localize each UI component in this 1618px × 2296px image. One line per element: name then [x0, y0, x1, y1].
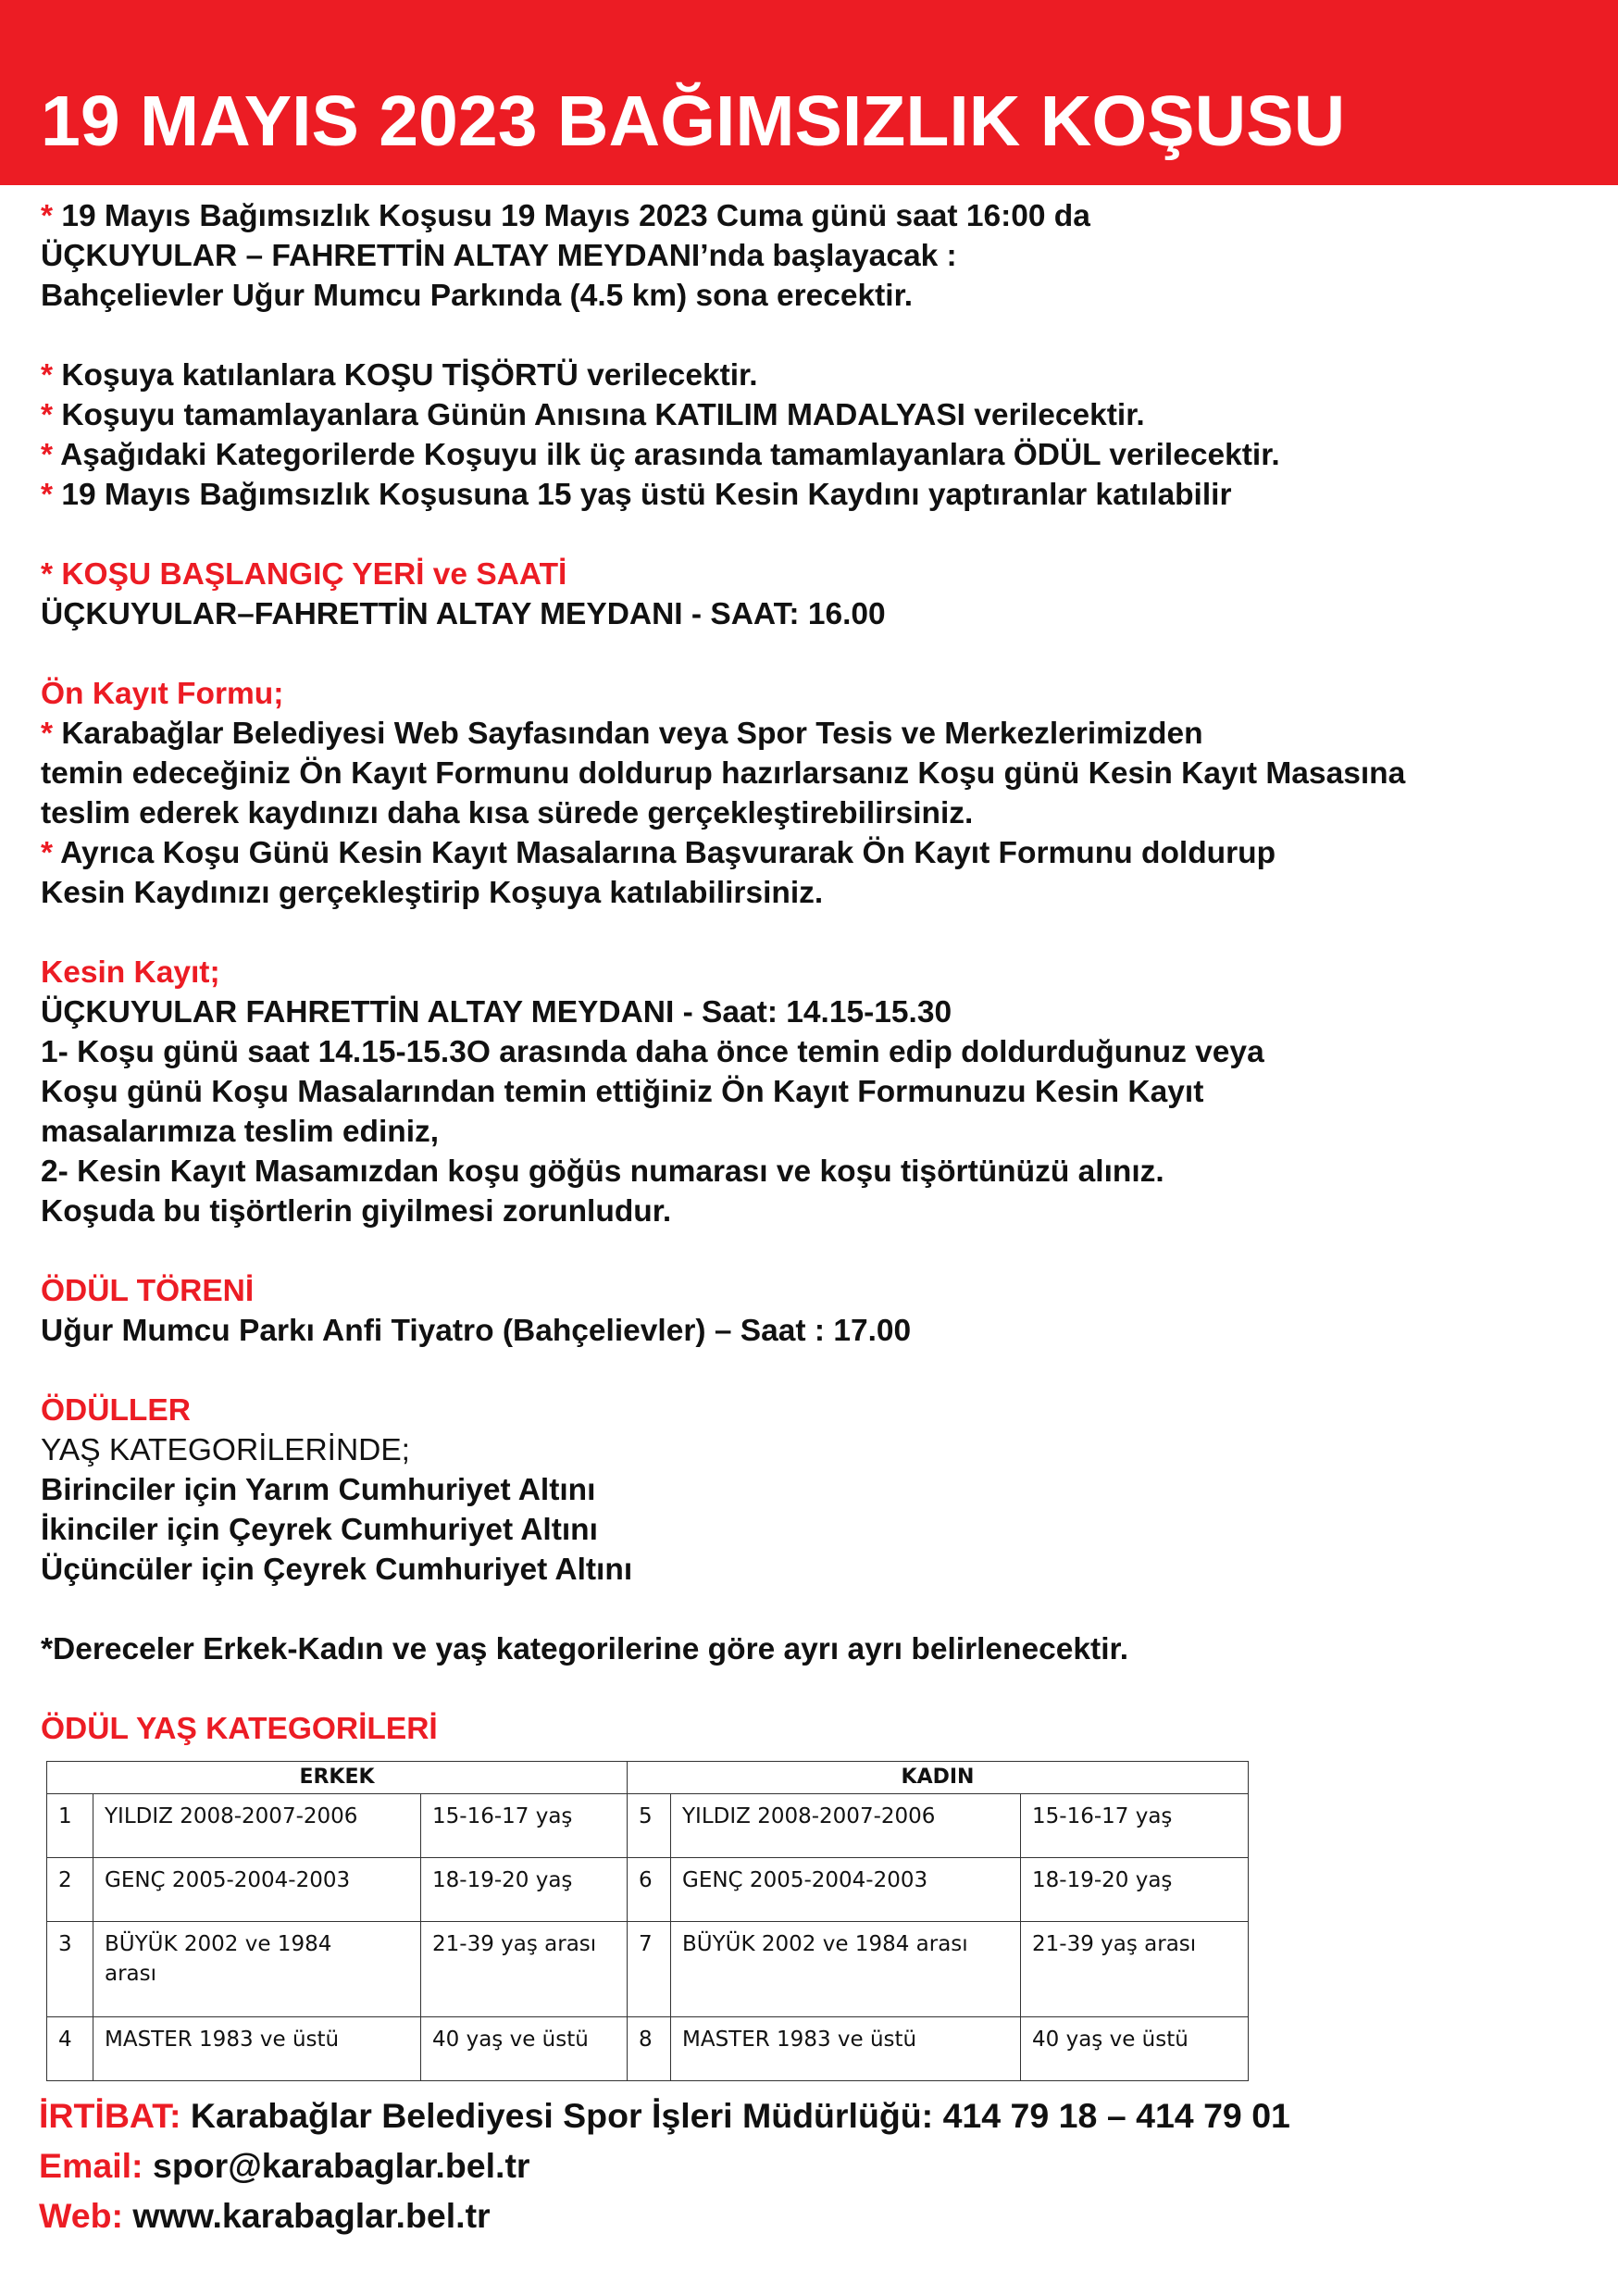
female-category: MASTER 1983 ve üstü	[671, 2017, 1021, 2081]
final-registration-line-3: Koşu günü Koşu Masalarından temin ettiğiniz Ön Kayıt Formunuzu Kesin Kayıt	[41, 1075, 1204, 1109]
final-registration-line-5: 2- Kesin Kayıt Masamızdan koşu göğüs numarası ve koşu tişörtünüzü alınız.	[41, 1154, 1164, 1189]
preregistration-text-4: Ayrıca Koşu Günü Kesin Kayıt Masalarına Başvurarak Ön Kayıt Formunu doldurup	[53, 836, 1276, 870]
female-age: 40 yaş ve üstü	[1021, 2017, 1249, 2081]
note-item	[41, 435, 1587, 475]
contact-footer	[39, 2090, 1290, 2240]
final-registration-line-1: ÜÇKUYULAR FAHRETTİN ALTAY MEYDANI - Saat: 14.15-15.30	[41, 995, 952, 1029]
prizes-subheading: YAŞ KATEGORİLERİNDE;	[41, 1433, 410, 1467]
preregistration-heading: Ön Kayıt Formu;	[41, 677, 284, 711]
bullet-star: *	[41, 836, 54, 870]
web-link[interactable]: www.karabaglar.bel.tr	[122, 2196, 491, 2235]
final-registration-line-4: masalarımıza teslim ediniz,	[41, 1115, 440, 1149]
bullet-star: *	[41, 358, 54, 393]
preregistration-line-4	[41, 833, 1587, 873]
preregistration-line-1	[41, 714, 1587, 754]
preregistration-line-5: Kesin Kaydınızı gerçekleştirip Koşuya katılabilirsiniz.	[41, 876, 824, 910]
male-number: 3	[47, 1922, 93, 2017]
male-number: 2	[47, 1858, 93, 1922]
female-category: GENÇ 2005-2004-2003	[671, 1858, 1021, 1922]
male-category: YILDIZ 2008-2007-2006	[93, 1794, 421, 1858]
female-category: BÜYÜK 2002 ve 1984 arası	[671, 1922, 1021, 2017]
female-number: 8	[628, 2017, 671, 2081]
bullet-star: *	[41, 478, 54, 512]
start-text: ÜÇKUYULAR–FAHRETTİN ALTAY MEYDANI - SAAT: 16.00	[41, 597, 886, 631]
note-text: Aşağıdaki Kategorilerde Koşuyu ilk üç arasında tamamlayanlara ÖDÜL verilecektir.	[53, 438, 1280, 472]
male-age: 15-16-17 yaş	[421, 1794, 628, 1858]
bullet-star: *	[41, 717, 54, 751]
categories-heading: ÖDÜL YAŞ KATEGORİLERİ	[41, 1712, 438, 1746]
start-heading: * KOŞU BAŞLANGIÇ YERİ ve SAATİ	[41, 557, 567, 592]
final-registration-line-6: Koşuda bu tişörtlerin giyilmesi zorunludur.	[41, 1194, 672, 1229]
male-number: 1	[47, 1794, 93, 1858]
male-category: GENÇ 2005-2004-2003	[93, 1858, 421, 1922]
web-label: Web:	[39, 2196, 123, 2235]
note-item	[41, 356, 1587, 395]
male-age: 40 yaş ve üstü	[421, 2017, 628, 2081]
intro-text-1: 19 Mayıs Bağımsızlık Koşusu 19 Mayıs 2023 Cuma günü saat 16:00 da	[53, 199, 1090, 233]
main-content	[41, 196, 1587, 1749]
prizes-heading: ÖDÜLLER	[41, 1393, 191, 1428]
ceremony-text: Uğur Mumcu Parkı Anfi Tiyatro (Bahçelievler) – Saat : 17.00	[41, 1314, 912, 1348]
table-row	[47, 2017, 1249, 2081]
male-header: ERKEK	[47, 1762, 628, 1794]
note-text: Koşuya katılanlara KOŞU TİŞÖRTÜ verilecektir.	[53, 358, 758, 393]
contact-label: İRTİBAT:	[39, 2096, 181, 2135]
final-registration-line-2: 1- Koşu günü saat 14.15-15.3O arasında daha önce temin edip doldurduğunuz veya	[41, 1035, 1264, 1069]
male-age: 21-39 yaş arası	[421, 1922, 628, 2017]
note-text: Koşuyu tamamlayanlara Günün Anısına KATILIM MADALYASI verilecektir.	[53, 398, 1145, 432]
female-number: 6	[628, 1858, 671, 1922]
note-item	[41, 475, 1587, 515]
female-number: 7	[628, 1922, 671, 2017]
table-row	[47, 1858, 1249, 1922]
male-number: 4	[47, 2017, 93, 2081]
prizes-note: *Dereceler Erkek-Kadın ve yaş kategorilerine göre ayrı ayrı belirlenecektir.	[41, 1632, 1129, 1666]
email-line	[39, 2140, 1290, 2190]
prize-third: Üçüncüler için Çeyrek Cumhuriyet Altını	[41, 1553, 633, 1587]
bullet-star: *	[41, 438, 54, 472]
final-registration-heading: Kesin Kayıt;	[41, 955, 220, 990]
categories-table-wrap	[46, 1761, 1248, 2078]
categories-table	[46, 1761, 1249, 2081]
bullet-star: *	[41, 398, 54, 432]
female-age: 18-19-20 yaş	[1021, 1858, 1249, 1922]
page-title: 19 MAYIS 2023 BAĞIMSIZLIK KOŞUSU	[41, 81, 1346, 161]
male-category: BÜYÜK 2002 ve 1984 arası	[93, 1922, 421, 2017]
preregistration-line-2: temin edeceğiniz Ön Kayıt Formunu doldurup hazırlarsanız Koşu günü Kesin Kayıt Masasına	[41, 756, 1406, 791]
table-row	[47, 1922, 1249, 2017]
table-row	[47, 1794, 1249, 1858]
note-text: 19 Mayıs Bağımsızlık Koşusuna 15 yaş üstü Kesin Kaydını yaptıranlar katılabilir	[53, 478, 1232, 512]
title-banner	[0, 0, 1618, 185]
female-age: 21-39 yaş arası	[1021, 1922, 1249, 2017]
contact-line	[39, 2090, 1290, 2140]
female-header: KADIN	[628, 1762, 1249, 1794]
intro-line-2: ÜÇKUYULAR – FAHRETTİN ALTAY MEYDANI’nda başlayacak :	[41, 239, 957, 273]
intro-line-3: Bahçelievler Uğur Mumcu Parkında (4.5 km) sona erecektir.	[41, 279, 914, 313]
email-label: Email:	[39, 2146, 143, 2185]
female-number: 5	[628, 1794, 671, 1858]
female-age: 15-16-17 yaş	[1021, 1794, 1249, 1858]
bullet-star: *	[41, 199, 54, 233]
web-line	[39, 2190, 1290, 2240]
preregistration-line-3: teslim ederek kaydınızı daha kısa sürede gerçekleştirebilirsiniz.	[41, 796, 974, 830]
contact-text: Karabağlar Belediyesi Spor İşleri Müdürlüğü: 414 79 18 – 414 79 01	[180, 2096, 1290, 2135]
male-category: MASTER 1983 ve üstü	[93, 2017, 421, 2081]
intro-line-1	[41, 196, 1587, 236]
prize-second: İkinciler için Çeyrek Cumhuriyet Altını	[41, 1513, 598, 1547]
preregistration-text-1: Karabağlar Belediyesi Web Sayfasından veya Spor Tesis ve Merkezlerimizden	[53, 717, 1203, 751]
note-item	[41, 395, 1587, 435]
email-link[interactable]: spor@karabaglar.bel.tr	[143, 2146, 530, 2185]
male-age: 18-19-20 yaş	[421, 1858, 628, 1922]
prize-first: Birinciler için Yarım Cumhuriyet Altını	[41, 1473, 596, 1507]
female-category: YILDIZ 2008-2007-2006	[671, 1794, 1021, 1858]
ceremony-heading: ÖDÜL TÖRENİ	[41, 1274, 255, 1308]
